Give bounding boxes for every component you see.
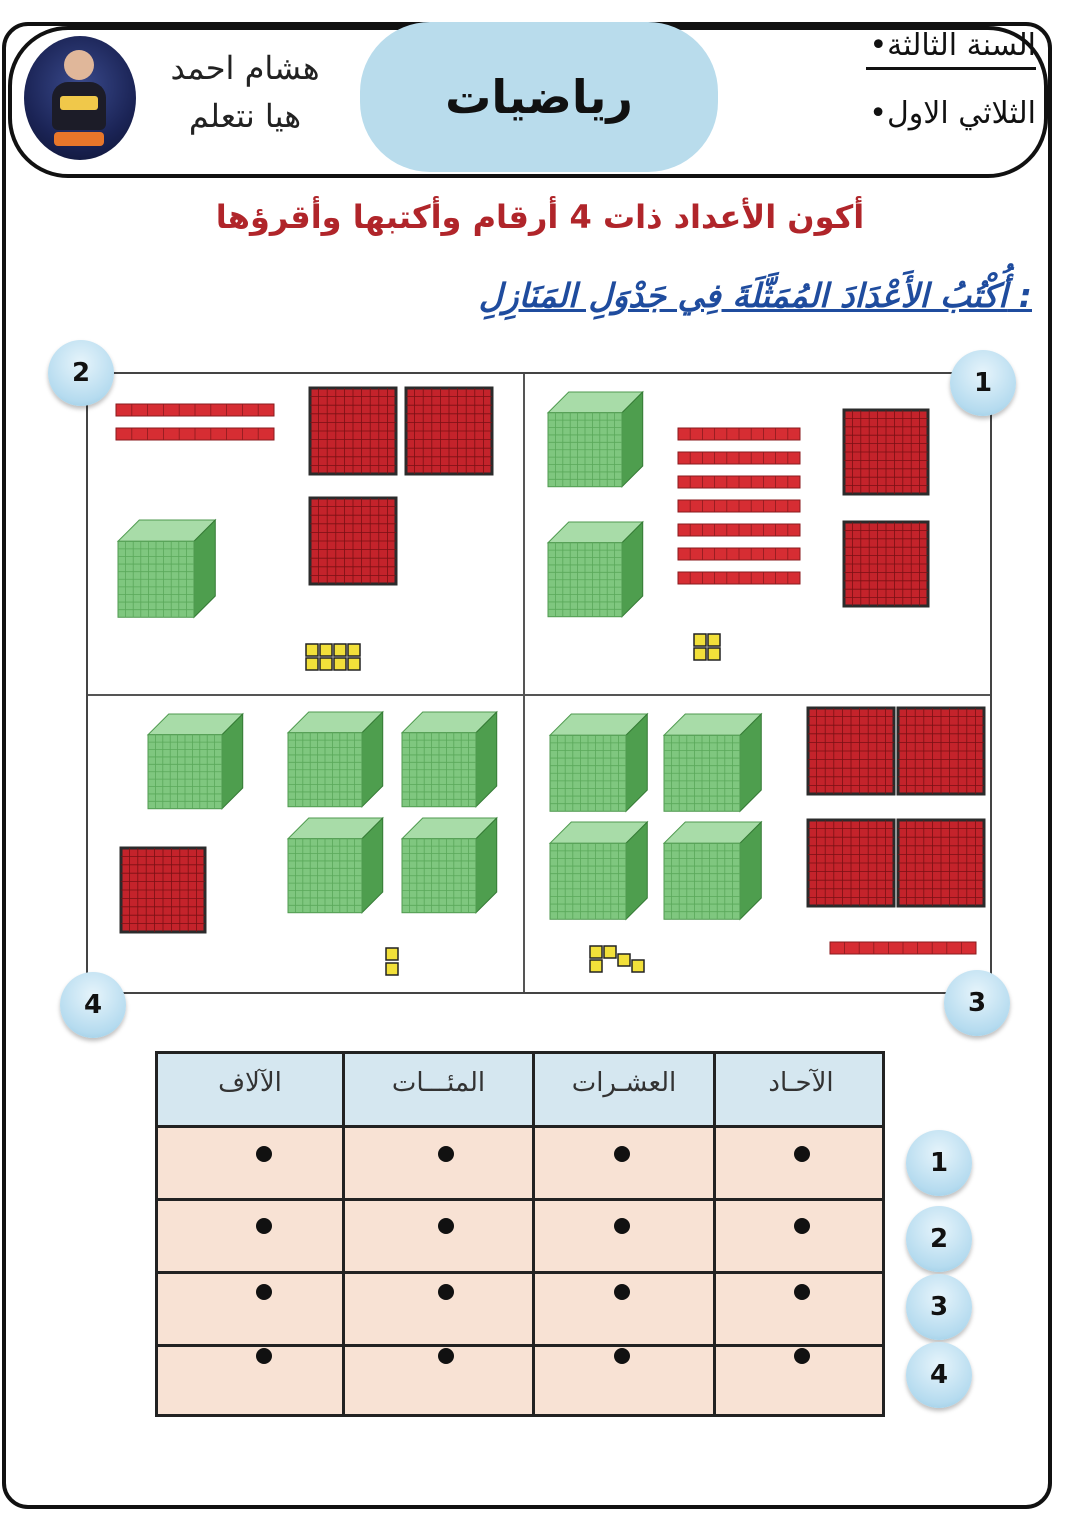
answer-dot bbox=[614, 1146, 630, 1162]
answer-dot bbox=[438, 1146, 454, 1162]
ten-rod bbox=[678, 428, 800, 440]
answer-dot bbox=[438, 1348, 454, 1364]
hundred-flat bbox=[121, 848, 205, 932]
header-tens: العشـرات bbox=[571, 1068, 677, 1098]
objective-text: أكون الأعداد ذات 4 أرقام وأكتبها وأقرؤها bbox=[215, 198, 865, 236]
panel-badge-2: 2 bbox=[48, 340, 114, 406]
one-unit bbox=[604, 946, 616, 958]
ten-rod bbox=[678, 476, 800, 488]
one-unit bbox=[590, 960, 602, 972]
ten-rod bbox=[678, 548, 800, 560]
ten-rod bbox=[678, 524, 800, 536]
answer-dot bbox=[614, 1348, 630, 1364]
panel-badge-3: 3 bbox=[944, 970, 1010, 1036]
thousand-cube bbox=[550, 822, 647, 919]
avatar-head bbox=[64, 50, 94, 80]
one-unit bbox=[334, 658, 346, 670]
author-line-1: هشام احمد bbox=[170, 49, 320, 87]
answer-dot bbox=[794, 1284, 810, 1300]
one-unit bbox=[590, 946, 602, 958]
answer-dot bbox=[794, 1348, 810, 1364]
answer-dot bbox=[256, 1284, 272, 1300]
one-unit bbox=[348, 658, 360, 670]
one-unit bbox=[694, 648, 706, 660]
answer-dot bbox=[438, 1218, 454, 1234]
author-avatar bbox=[24, 36, 136, 160]
answer-dot bbox=[256, 1348, 272, 1364]
thousand-cube bbox=[402, 712, 497, 807]
header-thousands: الآلاف bbox=[218, 1068, 282, 1098]
panel-badge-1: 1 bbox=[950, 350, 1016, 416]
one-unit bbox=[306, 658, 318, 670]
ten-rod bbox=[678, 452, 800, 464]
avatar-shoes bbox=[54, 132, 104, 146]
ten-rod bbox=[678, 572, 800, 584]
thousand-cube bbox=[402, 818, 497, 913]
term-text: الثلاثي الاول bbox=[886, 96, 1036, 131]
answer-dot bbox=[438, 1284, 454, 1300]
row-badge-3: 3 bbox=[906, 1274, 972, 1340]
thousand-cube bbox=[550, 714, 647, 811]
place-value-table bbox=[155, 1051, 885, 1417]
term-label: •الثلاثي الاول bbox=[869, 96, 1036, 131]
table-row bbox=[158, 1128, 882, 1201]
hundred-flat bbox=[898, 708, 984, 794]
one-unit bbox=[708, 648, 720, 660]
ten-rod bbox=[830, 942, 976, 954]
ten-rod bbox=[116, 404, 274, 416]
header-ones: الآحـاد bbox=[768, 1068, 834, 1098]
one-unit bbox=[320, 644, 332, 656]
table-col-divider bbox=[342, 1054, 345, 1414]
hundred-flat bbox=[808, 708, 894, 794]
one-unit bbox=[334, 644, 346, 656]
ten-rod bbox=[678, 500, 800, 512]
one-unit bbox=[694, 634, 706, 646]
grade-label: •السنة الثالثة bbox=[866, 28, 1036, 70]
answer-dot bbox=[256, 1218, 272, 1234]
row-badge-1: 1 bbox=[906, 1130, 972, 1196]
one-unit bbox=[386, 963, 398, 975]
one-unit bbox=[306, 644, 318, 656]
answer-dot bbox=[256, 1146, 272, 1162]
hundred-flat bbox=[844, 410, 928, 494]
answer-dot bbox=[794, 1218, 810, 1234]
thousand-cube bbox=[288, 818, 383, 913]
author-line-2: هيا نتعلم bbox=[188, 97, 302, 135]
row-badge-2: 2 bbox=[906, 1206, 972, 1272]
grade-info bbox=[866, 28, 1036, 131]
one-unit bbox=[632, 960, 644, 972]
page-title: رياضيات bbox=[445, 70, 633, 124]
hundred-flat bbox=[406, 388, 492, 474]
hundred-flat bbox=[844, 522, 928, 606]
task-text: أُكْتُبُ الأَعْدَادَ المُمَثَّلَةَ فِي جَدْوَلِ المَنَازِلِ : bbox=[478, 276, 1032, 315]
hundred-flat bbox=[310, 388, 396, 474]
hundred-flat bbox=[310, 498, 396, 584]
thousand-cube bbox=[664, 714, 761, 811]
table-col-divider bbox=[713, 1054, 716, 1414]
title-pill bbox=[360, 22, 718, 172]
ten-rod bbox=[116, 428, 274, 440]
thousand-cube bbox=[548, 392, 643, 487]
row-badge-4: 4 bbox=[906, 1342, 972, 1408]
blocks-panel bbox=[86, 372, 992, 994]
thousand-cube bbox=[148, 714, 243, 809]
table-row bbox=[158, 1201, 882, 1274]
header-hundreds: المئـــات bbox=[391, 1068, 486, 1098]
thousand-cube bbox=[118, 520, 215, 617]
panel-badge-4: 4 bbox=[60, 972, 126, 1038]
thousand-cube bbox=[548, 522, 643, 617]
table-header bbox=[158, 1054, 882, 1128]
base-ten-blocks bbox=[86, 372, 992, 994]
hundred-flat bbox=[898, 820, 984, 906]
one-unit bbox=[708, 634, 720, 646]
thousand-cube bbox=[288, 712, 383, 807]
answer-dot bbox=[794, 1146, 810, 1162]
author-name bbox=[150, 44, 340, 140]
table-col-divider bbox=[532, 1054, 535, 1414]
one-unit bbox=[386, 948, 398, 960]
answer-dot bbox=[614, 1218, 630, 1234]
one-unit bbox=[618, 954, 630, 966]
avatar-logo bbox=[60, 96, 98, 110]
hundred-flat bbox=[808, 820, 894, 906]
thousand-cube bbox=[664, 822, 761, 919]
one-unit bbox=[348, 644, 360, 656]
grade-text: السنة الثالثة bbox=[887, 28, 1036, 63]
answer-dot bbox=[614, 1284, 630, 1300]
one-unit bbox=[320, 658, 332, 670]
